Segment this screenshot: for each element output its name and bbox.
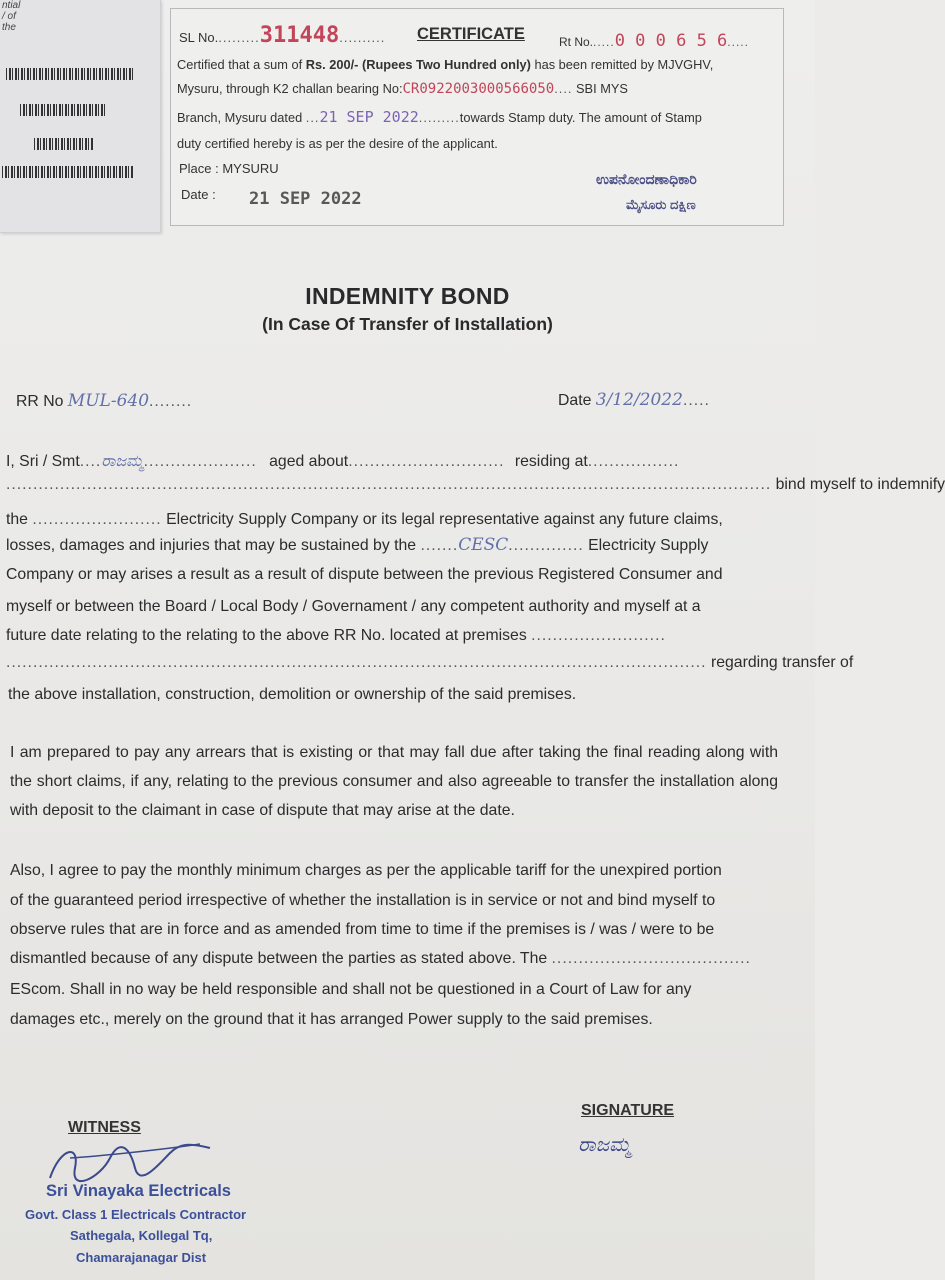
l4-b: Electricity Supply (588, 537, 709, 554)
company-name: CESC (458, 535, 509, 555)
rr-value: MUL-640 (67, 391, 150, 411)
date-value: 3/12/2022 (595, 390, 683, 410)
seal-line2: ಮೈಸೂರು ದಕ್ಷಿಣ (626, 197, 696, 212)
challan-number: CR0922003000566050 (402, 81, 555, 97)
cert-line3-pre: Branch, Mysuru dated (177, 110, 303, 125)
l1-a: I, Sri / Smt (6, 453, 80, 470)
p3-line5: EScom. Shall in no way be held responsible and shall not be questioned in a Court of Law for any (10, 981, 692, 998)
barcode (2, 166, 134, 178)
document-title: INDEMNITY BOND (305, 283, 510, 309)
rt-number: 0 0 0 6 5 6 (614, 31, 728, 51)
l4-a: losses, damages and injuries that may be sustained by the (6, 537, 417, 554)
witness-stamp-line2: Govt. Class 1 Electricals Contractor (25, 1207, 247, 1222)
document-subtitle: (In Case Of Transfer of Installation) (262, 314, 553, 334)
cert-line2-pre: Mysuru, through K2 challan bearing No: (177, 81, 403, 96)
applicant-name: ರಾಜಮ್ಮ (101, 451, 144, 470)
witness-stamp-line4: Chamarajanagar Dist (76, 1250, 207, 1265)
p3-line6: damages etc., merely on the ground that it has arranged Power supply to the said premises. (10, 1011, 653, 1028)
l6: myself or between the Board / Local Body / Governament / any competent authority and myself at a (6, 598, 701, 615)
document-page: ntial / of the SL No..........311448.......... CERTIFICATE Rt No......0 0 0 6 5 6..... Certified that a sum of Rs. 200/- (Rupees Two Hundred only) has been remitted by MJVGHV, Mysuru, through K2 challan bearing No:CR0922003000566050.... SBI MYS Branch, Mysuru dated ...21 SEP 2022.........towards Stamp duty. The amount of Stamp duty certified hereby is as per the desire of the applicant. Place : MYSURU Date : 21 SEP 2022 ಉಪನೋಂದಣಾಧಿಕಾರಿ ಮೈಸೂರು ದಕ್ಷಿಣ INDEMNITY BOND (In Case Of Transfer of Installation) RR No MUL-640........ Date 3/12/2022..... I, Sri / Smt....ರಾಜಮ್ಮ..................... aged about............................. residing at................. .............................................................................................................................................. bind myself to indemnify the ........................ Electricity Supply Company or its legal representative against any future claims, losses, damages and injuries that may be sustained by the .......CESC.............. Electricity Supply Company or may arises a result as a result of dispute between the previous Registered Consumer and myself or between the Board / Local Body / Governament / any competent authority and myself at a future date relating to the relating to the above RR No. located at premises ......................... .................................................................................................................................. regarding transfer of the above installation, construction, demolition or ownership of the said premises. I am prepared to pay any arrears that is existing or that may fall due after taking the final reading along with the short claims, if any, relating to the previous consumer and also agreeable to transfer the installation along with deposit to the claimant in case of dispute that may arise at the date. Also, I agree to pay the monthly minimum charges as per the applicable tariff for the unexpired portion of the guaranteed period irrespective of whether the installation is in service or not and bind myself to observe rules that are in force and as amended from time to time if the premises is / was / were to be dismantled because of any dispute between the parties as stated above. The ..................................... EScom. Shall in no way be held responsible and shall not be questioned in a Court of Law for any damages etc., merely on the ground that it has arranged Power supply to the said premises. WITNESS Sri Vinayaka Electricals Govt. Class 1 Electricals Contractor Sathegala, Kollegal Tq, Chamarajanagar Dist SIGNATURE ರಾಜಮ್ಮ (0, 0, 815, 1280)
l3-a: the (6, 511, 28, 528)
witness-signature (40, 1138, 220, 1188)
stamp-edge-text: ntial / of the (2, 0, 21, 33)
l9: the above installation, construction, demolition or ownership of the said premises. (8, 686, 577, 703)
p3-line2: of the guaranteed period irrespective of whether the installation is in service or not and bind myself to (10, 892, 716, 909)
sl-label: SL No. (179, 30, 219, 45)
barcode (20, 104, 106, 116)
signature-handwritten: ರಾಜಮ್ಮ (578, 1134, 631, 1156)
stamp-duty-certificate: SL No..........311448.......... CERTIFICATE Rt No......0 0 0 6 5 6..... Certified that a sum of Rs. 200/- (Rupees Two Hundred only) has been remitted by MJVGHV, Mysuru, through K2 challan bearing No:CR0922003000566050.... SBI MYS Branch, Mysuru dated ...21 SEP 2022.........towards Stamp duty. The amount of Stamp duty certified hereby is as per the desire of the applicant. Place : MYSURU Date : 21 SEP 2022 ಉಪನೋಂದಣಾಧಿಕಾರಿ ಮೈಸೂರು ದಕ್ಷಿಣ (170, 8, 784, 226)
rt-label: Rt No. (559, 35, 594, 49)
stamp-paper-strip (0, 0, 161, 233)
cert-line2-post: SBI MYS (576, 81, 628, 96)
witness-label: WITNESS (68, 1119, 141, 1136)
paragraph-arrears: I am prepared to pay any arrears that is existing or that may fall due after taking the final reading along with the short claims, if any, relating to the previous consumer and also agreeable to transfer the installation along with deposit to the claimant in case of dispute that may arise at the date. (10, 744, 778, 820)
signature-label: SIGNATURE (581, 1102, 675, 1119)
l5: Company or may arises a result as a result of dispute between the previous Registered Consumer and (6, 566, 723, 583)
date-label: Date (558, 392, 592, 409)
l1-b: aged about (269, 453, 349, 470)
l3-b: Electricity Supply Company or its legal representative against any future claims, (166, 511, 723, 528)
cert-line3-post: towards Stamp duty. The amount of Stamp (459, 110, 702, 125)
cert-date-stamp: 21 SEP 2022 (249, 189, 362, 209)
l8: regarding transfer of (710, 654, 854, 671)
l2: bind myself to indemnify (775, 476, 945, 493)
witness-stamp-line3: Sathegala, Kollegal Tq, (70, 1228, 213, 1243)
p3-line4: dismantled because of any dispute between the parties as stated above. The (10, 950, 548, 967)
cert-line1-post: has been remitted by MJVGHV, (530, 57, 714, 72)
cert-place: Place : MYSURU (179, 161, 279, 176)
p3-line3: observe rules that are in force and as amended from time to time if the premises is / was / were to be (10, 921, 715, 938)
l7: future date relating to the relating to the above RR No. located at premises (6, 627, 527, 644)
cert-date-label: Date : (181, 187, 216, 202)
l1-c: residing at (514, 453, 588, 470)
barcode (34, 138, 94, 150)
rr-label: RR No (16, 393, 64, 410)
seal-line1: ಉಪನೋಂದಣಾಧಿಕಾರಿ (596, 171, 697, 187)
cert-dated: 21 SEP 2022 (319, 108, 419, 126)
barcode (6, 68, 134, 80)
cert-amount: Rs. 200/- (Rupees Two Hundred only) (305, 57, 531, 72)
certificate-heading: CERTIFICATE (417, 25, 525, 43)
p3-line1: Also, I agree to pay the monthly minimum charges as per the applicable tariff for the unexpired portion (10, 862, 722, 879)
witness-stamp-name: Sri Vinayaka Electricals (46, 1182, 231, 1200)
cert-line4: duty certified hereby is as per the desire of the applicant. (177, 136, 498, 151)
cert-line1-pre: Certified that a sum of (177, 57, 306, 72)
sl-number: 311448 (259, 23, 340, 48)
